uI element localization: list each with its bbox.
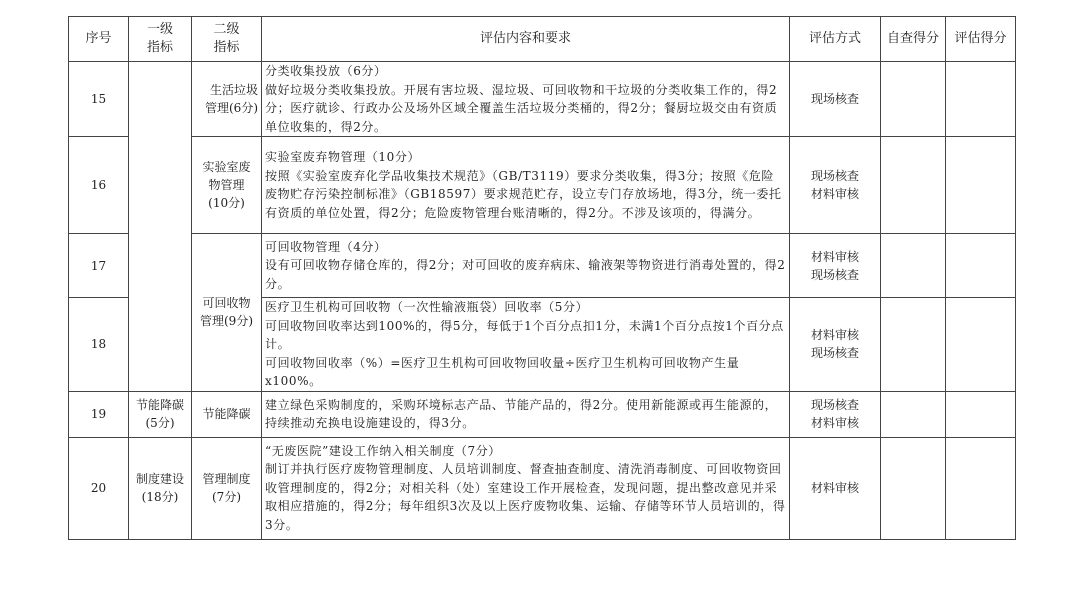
score-cell[interactable] <box>946 391 1016 437</box>
table-row <box>69 137 1016 234</box>
table-row <box>69 391 1016 437</box>
level2-indicator: 生活垃圾 管理(6分) <box>192 62 262 137</box>
table-row <box>69 437 1016 539</box>
score-cell[interactable] <box>946 298 1016 392</box>
content: 建立绿色采购制度的，采购环境标志产品、节能产品的，得2分。使用新能源或再生能源的，持续推动充换电设施建设的，得3分。 <box>262 391 790 437</box>
content: “无废医院”建设工作纳入相关制度（7分） 制订并执行医疗废物管理制度、人员培训制度、督查抽查制度、清洗消毒制度、可回收物资回收管理制度的，得2分；对相关科（处）室建设工作开展检查，发现问题，提出整改意见并采取相应措施的，得2分；每年组织3次及以上医疗废物收集、运输、存储等环节人员培训的，得3分。 <box>262 437 790 539</box>
score-cell[interactable] <box>946 437 1016 539</box>
seq: 16 <box>69 137 129 234</box>
method: 材料审核 <box>790 437 881 539</box>
content: 医疗卫生机构可回收物（一次性输液瓶袋）回收率（5分） 可回收物回收率达到100%的，得5分，每低于1个百分点扣1分，未满1个百分点按1个百分点计。 可回收物回收率（%）=医疗卫生机构可回收物回收量÷医疗卫生机构可回收物产生量x100%。 <box>262 298 790 392</box>
seq: 20 <box>69 437 129 539</box>
header-row <box>69 17 1016 62</box>
level2-indicator: 节能降碳 <box>192 391 262 437</box>
level1-indicator <box>129 62 192 392</box>
seq: 15 <box>69 62 129 137</box>
level2-indicator: 管理制度 (7分) <box>192 437 262 539</box>
method: 材料审核 现场核查 <box>790 298 881 392</box>
seq: 17 <box>69 234 129 298</box>
method: 现场核查 材料审核 <box>790 137 881 234</box>
score-cell[interactable] <box>946 62 1016 137</box>
level2-indicator: 实验室废 物管理 (10分) <box>192 137 262 234</box>
header-level1: 一级 指标 <box>129 17 192 62</box>
score-cell[interactable] <box>946 137 1016 234</box>
self-score-cell[interactable] <box>881 298 946 392</box>
level1-indicator: 制度建设 (18分) <box>129 437 192 539</box>
level1-indicator: 节能降碳 (5分) <box>129 391 192 437</box>
header-score: 评估得分 <box>946 17 1016 62</box>
self-score-cell[interactable] <box>881 391 946 437</box>
method: 现场核查 <box>790 62 881 137</box>
header-self-score: 自查得分 <box>881 17 946 62</box>
header-seq: 序号 <box>69 17 129 62</box>
header-level2: 二级 指标 <box>192 17 262 62</box>
content: 可回收物管理（4分） 设有可回收物存储仓库的，得2分；对可回收的废弃病床、输液架等物资进行消毒处置的，得2分。 <box>262 234 790 298</box>
method: 现场核查 材料审核 <box>790 391 881 437</box>
assessment-table <box>68 16 1016 540</box>
self-score-cell[interactable] <box>881 234 946 298</box>
table-row <box>69 62 1016 137</box>
self-score-cell[interactable] <box>881 62 946 137</box>
seq: 19 <box>69 391 129 437</box>
header-method: 评估方式 <box>790 17 881 62</box>
self-score-cell[interactable] <box>881 437 946 539</box>
table-row <box>69 234 1016 298</box>
seq: 18 <box>69 298 129 392</box>
content: 实验室废弃物管理（10分） 按照《实验室废弃化学品收集技术规范》（GB/T3119）要求分类收集，得3分；按照《危险废物贮存污染控制标准》（GB18597）要求规范贮存，设立专门存放场地，得3分，统一委托有资质的单位处置，得2分；危险废物管理台账清晰的，得2分。不涉及该项的，得满分。 <box>262 137 790 234</box>
method: 材料审核 现场核查 <box>790 234 881 298</box>
level2-indicator: 可回收物 管理(9分) <box>192 234 262 392</box>
header-content: 评估内容和要求 <box>262 17 790 62</box>
score-cell[interactable] <box>946 234 1016 298</box>
self-score-cell[interactable] <box>881 137 946 234</box>
content: 分类收集投放（6分） 做好垃圾分类收集投放。开展有害垃圾、湿垃圾、可回收物和干垃圾的分类收集工作的，得2分；医疗就诊、行政办公及场外区域全覆盖生活垃圾分类桶的，得2分；餐厨垃圾交由有资质单位收集的，得2分。 <box>262 62 790 137</box>
